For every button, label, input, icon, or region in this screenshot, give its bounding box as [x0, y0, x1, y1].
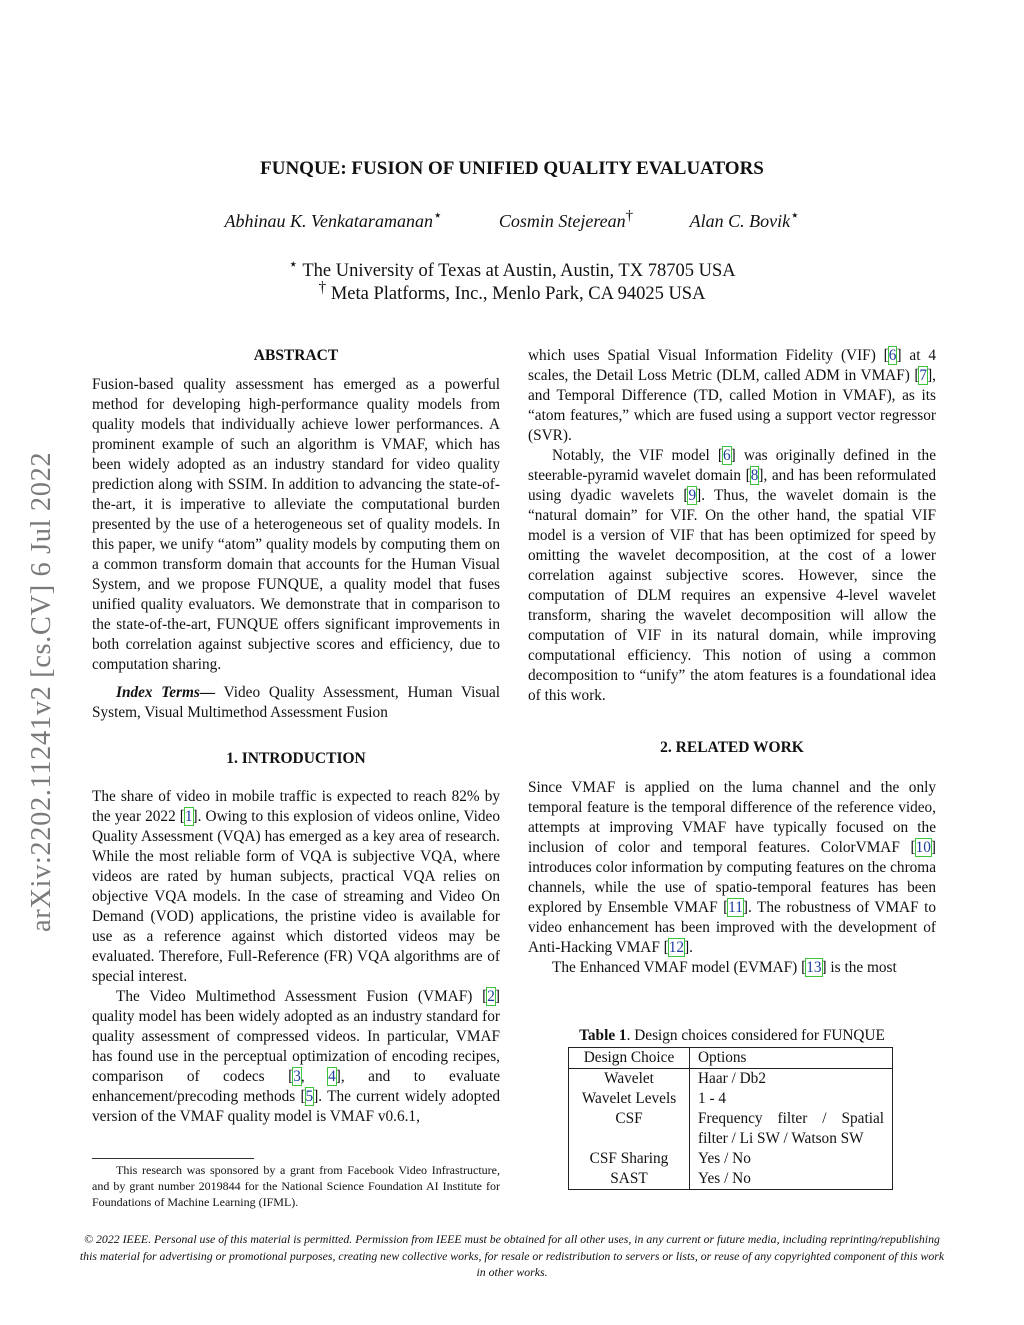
affiliation: ⋆ The University of Texas at Austin, Austin, TX 78705 USA	[288, 256, 736, 282]
table-cell: Yes / No	[698, 1150, 751, 1167]
table-header: Design Choice	[569, 1048, 690, 1069]
citation-link[interactable]: 13	[806, 959, 822, 976]
table-row	[569, 1149, 893, 1169]
table-cell: Yes / No	[698, 1170, 751, 1187]
footnote-divider	[92, 1158, 254, 1159]
citation-link[interactable]: 1	[184, 808, 193, 825]
index-terms: Index Terms— Video Quality Assessment, Human Visual System, Visual Multimethod Assessment Fusion	[92, 684, 500, 721]
abstract-body: Fusion-based quality assessment has emerged as a powerful method for developing high-performance quality models from quality models that individually achieve lower performances. A prominent example of such an algorithm is VMAF, which has been widely adopted as an industry standard for video quality prediction along with SSIM. In addition to advancing the state-of-the-art, it is imperative to alleviate the computational burden presented by the use of a heterogeneous set of quality models. In this paper, we unify “atom” quality models by computing them on a common transform domain that accounts for the Human Visual System, and we propose FUNQUE, a quality model that fuses unified quality evaluators. We demonstrate that in comparison to the state-of-the-art, FUNQUE offers significant improvements in both correlation against subjective scores and efficiency, due to computation sharing.	[92, 376, 500, 673]
body-paragraph: The Enhanced VMAF model (EVMAF) [13] is the most	[552, 959, 897, 976]
left-column	[92, 346, 500, 1127]
citation-link[interactable]: 9	[688, 487, 697, 504]
citation-link[interactable]: 6	[888, 347, 897, 364]
affiliation: † Meta Platforms, Inc., Menlo Park, CA 94025 USA	[318, 279, 706, 305]
citation-link[interactable]: 4	[328, 1068, 336, 1085]
table-caption: Table 1. Design choices considered for FUNQUE	[579, 1027, 885, 1044]
table-row	[569, 1089, 893, 1109]
citation-link[interactable]: 11	[728, 899, 743, 916]
related-work-heading: 2. RELATED WORK	[660, 739, 804, 756]
table-header: Options	[690, 1048, 893, 1069]
table-cell: Haar / Db2	[698, 1070, 766, 1087]
table-cell: 1 - 4	[698, 1090, 727, 1107]
table-cell: Frequency filter / Spatial filter / Li SW / Watson SW	[698, 1110, 884, 1147]
design-choices-table	[568, 1047, 893, 1190]
citation-link[interactable]: 7	[919, 367, 928, 384]
table-header-row	[569, 1048, 893, 1069]
table-cell: Wavelet Levels	[569, 1089, 690, 1109]
right-column	[528, 346, 936, 978]
author-list	[0, 206, 1024, 232]
copyright-notice: © 2022 IEEE. Personal use of this material is permitted. Permission from IEEE must be obtained for all other uses, in any current or future media, including reprinting/republishing this material for advertising or promotional purposes, creating new collective works, for resale or redistribution to servers or lists, or reuse of any copyrighted component of this work in other works.	[79, 1232, 945, 1279]
table-cell: SAST	[569, 1169, 690, 1190]
citation-link[interactable]: 8	[750, 467, 759, 484]
citation-link[interactable]: 3	[293, 1068, 301, 1085]
paper-title: FUNQUE: FUSION OF UNIFIED QUALITY EVALUATORS	[260, 158, 764, 179]
author: Cosmin Stejerean†	[498, 208, 634, 231]
citation-link[interactable]: 2	[487, 988, 495, 1005]
author: Alan C. Bovik⋆	[689, 208, 800, 231]
table-cell: CSF Sharing	[569, 1149, 690, 1169]
intro-paragraph: The Video Multimethod Assessment Fusion (VMAF) [2] quality model has been widely adopted as an industry standard for quality assessment of compressed videos. In particular, VMAF has found use in the perceptual optimization of encoding recipes, comparison of codecs [3, 4], and to evaluate enhancement/precoding methods [5]. The current widely adopted version of the VMAF quality model is VMAF v0.6.1,	[92, 988, 501, 1125]
table-cell: Wavelet	[569, 1069, 690, 1090]
citation-link[interactable]: 12	[668, 939, 685, 956]
citation-link[interactable]: 5	[305, 1088, 314, 1105]
body-paragraph: which uses Spatial Visual Information Fidelity (VIF) [6] at 4 scales, the Detail Loss Metric (DLM, called ADM in VMAF) [7], and Temporal Difference (TD, called Motion in VMAF), as its “atom features,” which are fused using a support vector regressor (SVR).	[528, 347, 936, 444]
intro-paragraph: The share of video in mobile traffic is expected to reach 82% by the year 2022 [1]. Owing to this explosion of videos online, Video Quality Assessment (VQA) has emerged as a key area of research. While the most reliable form of VQA is subjective VQA, where videos are rated by human subjects, practical VQA relies on objective VQA models. In the case of streaming and Video On Demand (VOD) applications, the pristine video is available for use as a reference against which distorted videos may be evaluated. Therefore, Full-Reference (FR) VQA algorithms are of special interest.	[92, 788, 500, 985]
introduction-heading: 1. INTRODUCTION	[226, 750, 366, 767]
author: Abhinau K. Venkataramanan⋆	[224, 208, 443, 231]
abstract-heading: ABSTRACT	[253, 347, 339, 364]
table-row	[569, 1109, 893, 1149]
table-cell: CSF	[569, 1109, 690, 1149]
table-row	[569, 1069, 893, 1090]
footnote: This research was sponsored by a grant from Facebook Video Infrastructure, and by grant number 2019844 for the National Science Foundation AI Institute for Foundations of Machine Learning (IFML).	[92, 1163, 500, 1209]
table-row	[569, 1169, 893, 1190]
citation-link[interactable]: 10	[915, 839, 931, 856]
body-paragraph: Since VMAF is applied on the luma channel and the only temporal feature is the temporal difference of the reference video, attempts at improving VMAF have typically focused on the inclusion of color and temporal features. ColorVMAF [10] introduces color information by computing features on the chroma channels, while the use of spatio-temporal features has been explored by Ensemble VMAF [11]. The robustness of VMAF to video enhancement has been improved with the development of Anti-Hacking VMAF [12].	[528, 779, 936, 956]
body-paragraph: Notably, the VIF model [6] was originally defined in the steerable-pyramid wavelet domain [8], and has been reformulated using dyadic wavelets [9]. Thus, the wavelet domain is the “natural domain” for VIF. On the other hand, the spatial VIF model is a version of VIF that has been optimized for speed by omitting the wavelet decomposition, at the cost of a lower correlation against subjective scores. However, since the computation of DLM requires an expensive 4-level wavelet transform, sharing the wavelet decomposition will allow the computation of VIF in its natural domain, while improving computational efficiency. This notion of using a common decomposition to “unify” the atom features is a foundational idea of this work.	[528, 447, 937, 704]
arxiv-identifier: arXiv:2202.11241v2 [cs.CV] 6 Jul 2022	[26, 451, 57, 932]
citation-link[interactable]: 6	[722, 447, 731, 464]
